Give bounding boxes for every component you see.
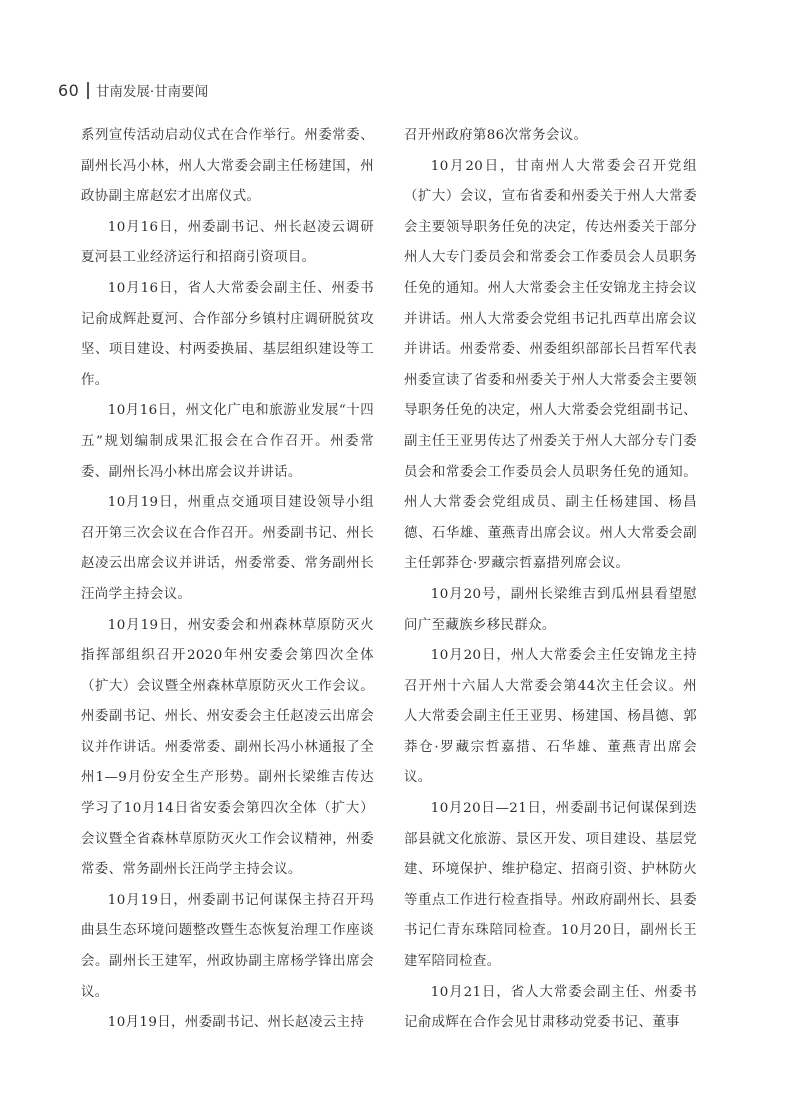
paragraph: 10月19日，州安委会和州森林草原防灭火指挥部组织召开2020年州安委会第四次全体（扩大）会议暨全州森林草原防灭火工作会议。州委副书记、州长、州安委会主任赵凌云出席会议并作讲话。州委常委、副州长冯小林通报了全州1—9月份安全生产形势。副州长梁维吉传达学习了10月14日省安委会第四次全体（扩大）会议暨全省森林草原防灭火工作会议精神，州委常委、常务副州长汪尚学主持会议。 (81, 617, 374, 878)
page-header (58, 80, 208, 100)
right-column (404, 121, 697, 1039)
paragraph: 10月19日，州委副书记、州长赵凌云主持 (107, 1015, 365, 1031)
paragraph: 10月20日，州人大常委会主任安锦龙主持召开州十六届人大常委会第44次主任会议。州人大常委会副主任王亚男、杨建国、杨昌德、郭莽仓·罗藏宗哲嘉措、石华雄、董燕青出席会议。 (404, 648, 697, 786)
paragraph: 10月20日—21日，州委副书记何谋保到迭部县就文化旅游、景区开发、项目建设、基层党建、环境保护、维护稳定、招商引资、护林防火等重点工作进行检查指导。州政府副州长、县委书记仁青东珠陪同检查。10月20日，副州长王建军陪同检查。 (404, 801, 697, 970)
paragraph: 10月16日，省人大常委会副主任、州委书记俞成辉赴夏河、合作部分乡镇村庄调研脱贫攻坚、项目建设、村两委换届、基层组织建设等工作。 (81, 280, 374, 388)
paragraph: 10月20日，甘南州人大常委会召开党组（扩大）会议，宣布省委和州委关于州人大常委会主要领导职务任免的决定，传达州委关于部分州人大专门委员会和常委会工作委员会人员职务任免的通知。州人大常委会主任安锦龙主持会议并讲话。州人大常委会党组书记扎西草出席会议并讲话。州委常委、州委组织部部长吕哲军代表州委宣读了省委和州委关于州人大常委会主要领导职务任免的决定，州人大常委会党组副书记、副主任王亚男传达了州委关于州人大部分专门委员会和常委会工作委员会人员职务任免的通知。州人大常委会党组成员、副主任杨建国、杨昌德、石华雄、董燕青出席会议。州人大常委会副主任郭莽仓·罗藏宗哲嘉措列席会议。 (404, 158, 697, 572)
paragraph: 10月19日，州委副书记何谋保主持召开玛曲县生态环境问题整改暨生态恢复治理工作座谈会。副州长王建军，州政协副主席杨学锋出席会议。 (81, 892, 374, 1000)
paragraph: 召开州政府第86次常务会议。 (404, 128, 588, 143)
page-number: 60 (58, 80, 80, 100)
paragraph: 系列宣传活动启动仪式在合作举行。州委常委、副州长冯小林，州人大常委会副主任杨建国，州政协副主席赵宏才出席仪式。 (81, 128, 374, 205)
paragraph: 10月20号，副州长梁维吉到瓜州县看望慰问广至藏族乡移民群众。 (404, 586, 697, 633)
left-column (81, 121, 374, 1039)
paragraph: 10月19日，州重点交通项目建设领导小组召开第三次会议在合作召开。州委副书记、州长赵凌云出席会议并讲话，州委常委、常务副州长汪尚学主持会议。 (81, 495, 374, 602)
header-divider (87, 82, 89, 99)
paragraph: 10月16日，州委副书记、州长赵凌云调研夏河县工业经济运行和招商引资项目。 (81, 219, 374, 266)
section-title: 甘南发展·甘南要闻 (95, 84, 209, 100)
paragraph: 10月16日，州文化广电和旅游业发展“十四五”规划编制成果汇报会在合作召开。州委常委、副州长冯小林出席会议并讲话。 (81, 403, 374, 480)
paragraph: 10月21日，省人大常委会副主任、州委书记俞成辉在合作会见甘肃移动党委书记、董事 (404, 984, 697, 1031)
